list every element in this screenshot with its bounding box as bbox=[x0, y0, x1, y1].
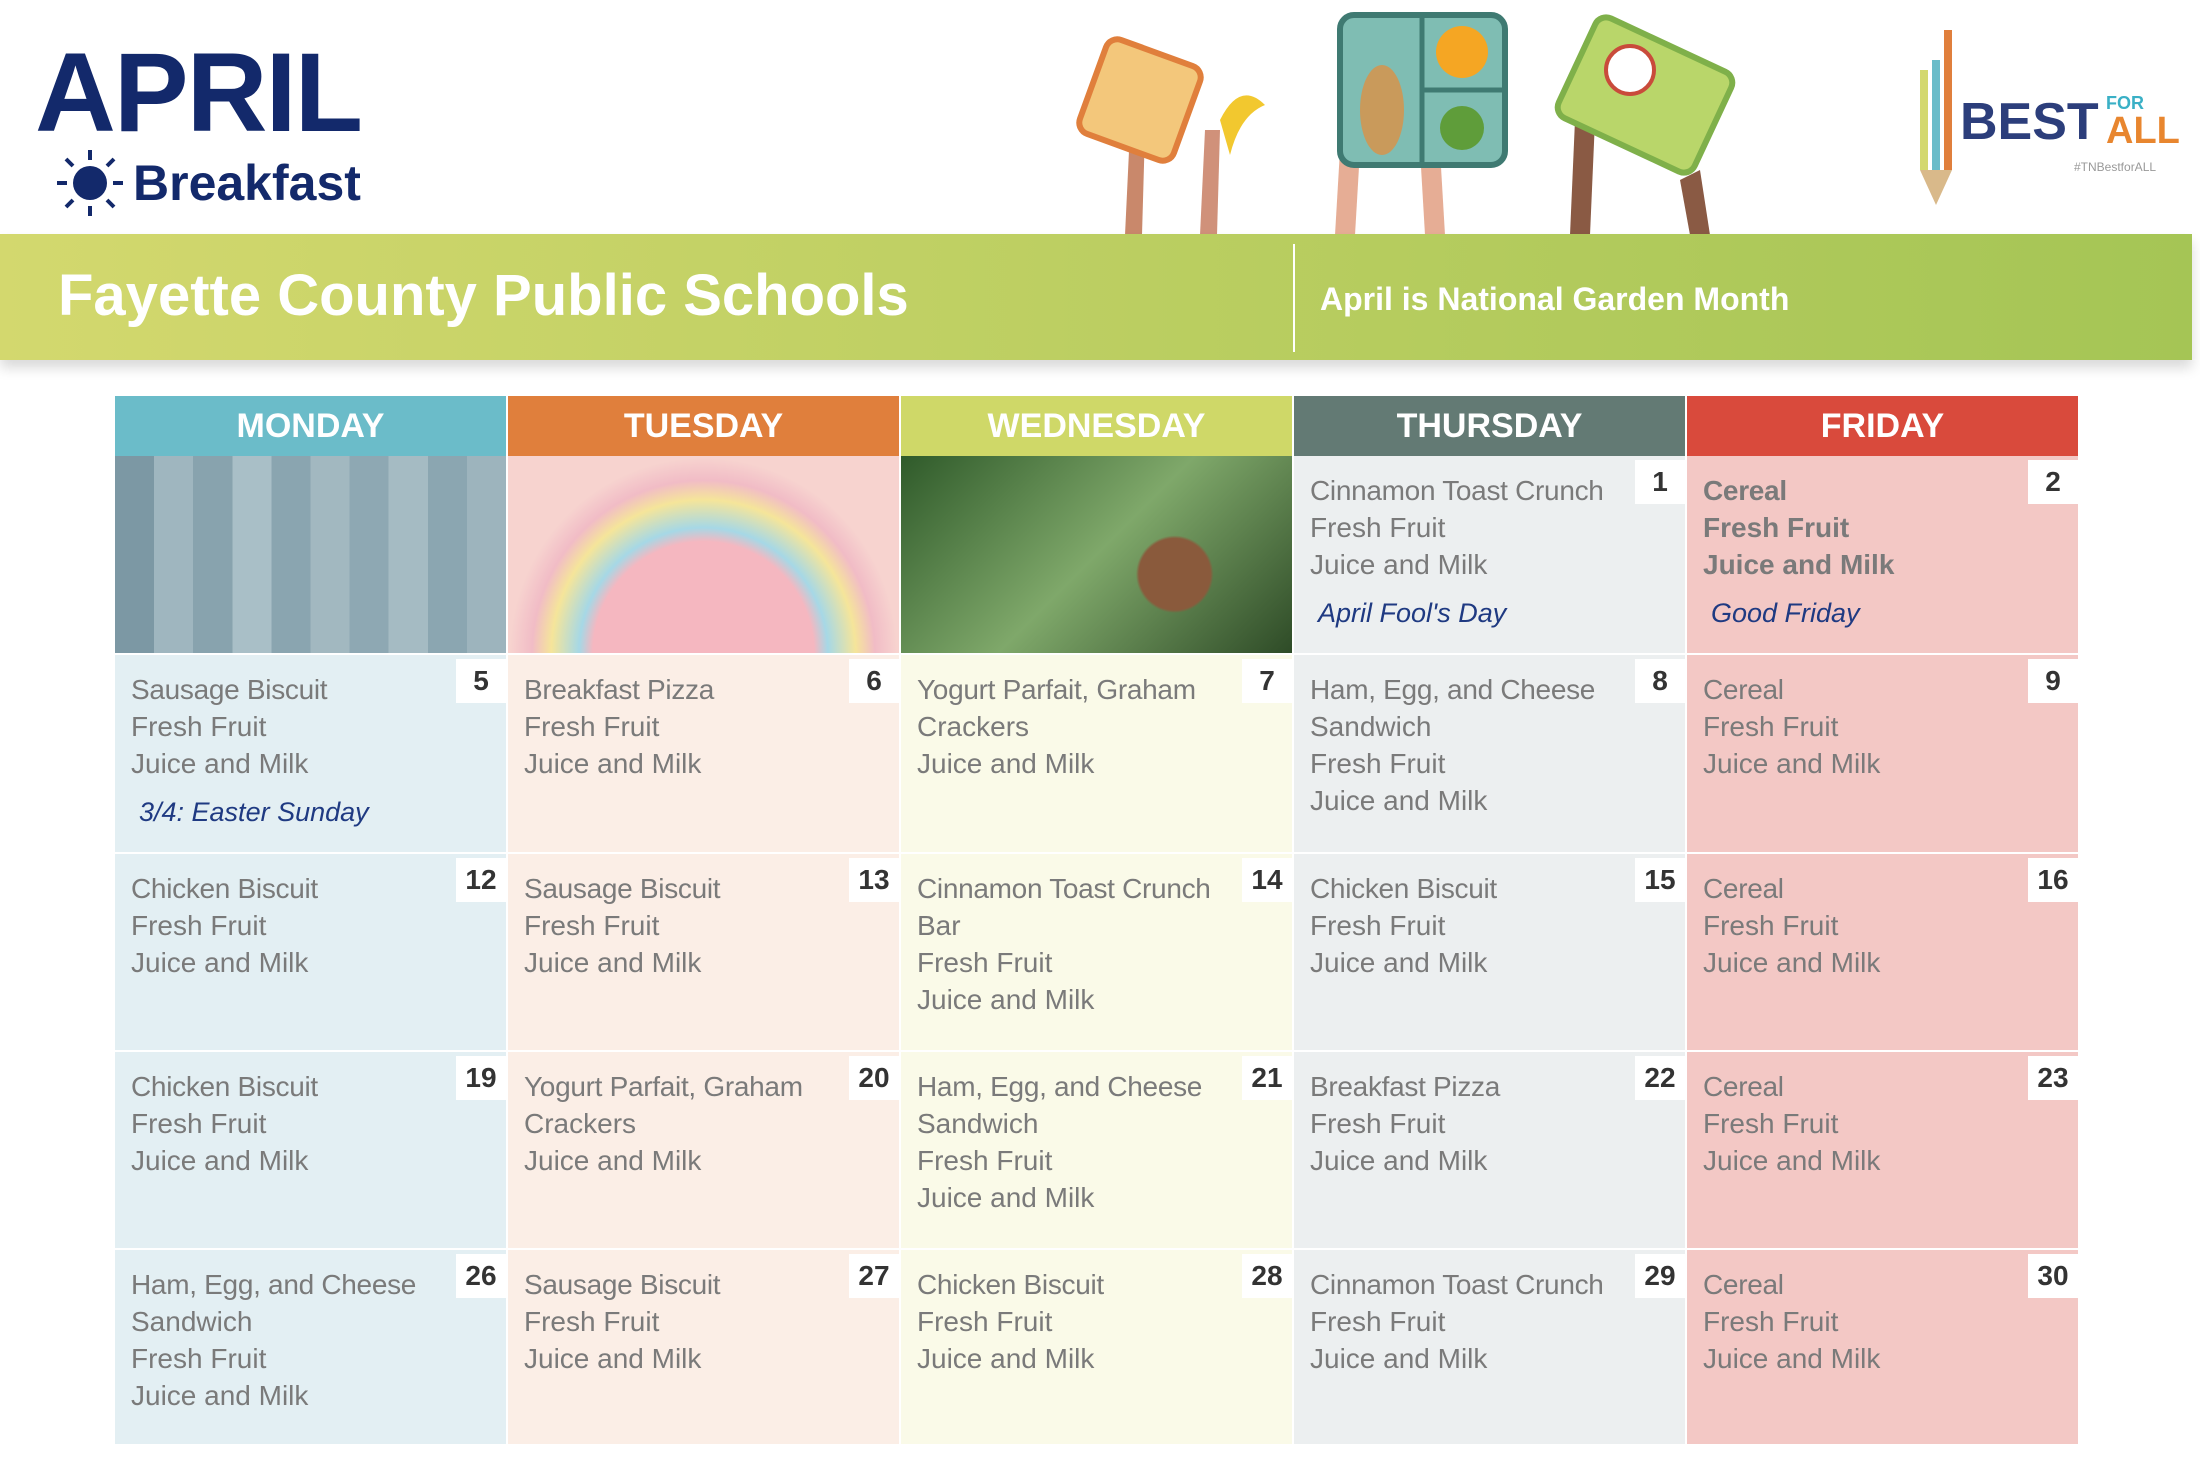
menu-item: Crackers bbox=[524, 1108, 637, 1139]
day-cell bbox=[1687, 655, 2080, 854]
month-title: APRIL bbox=[35, 30, 361, 155]
school-name: Fayette County Public Schools bbox=[58, 263, 909, 328]
menu-item: Juice and Milk bbox=[131, 1380, 309, 1411]
menu-item: Ham, Egg, and Cheese bbox=[917, 1071, 1203, 1102]
day-number: 13 bbox=[849, 858, 899, 902]
day-cell bbox=[901, 854, 1294, 1052]
menu-item: Sandwich bbox=[917, 1108, 1039, 1139]
day-number: 22 bbox=[1635, 1056, 1685, 1100]
day-cell bbox=[1687, 854, 2080, 1052]
menu-item: Fresh Fruit bbox=[524, 910, 660, 941]
menu-item: Juice and Milk bbox=[1703, 1145, 1881, 1176]
day-cell bbox=[1294, 1250, 1687, 1446]
day-number: 14 bbox=[1242, 858, 1292, 902]
lunchbox-hands-illustration bbox=[1070, 10, 1770, 235]
day-cell bbox=[1294, 456, 1687, 655]
menu-item: Juice and Milk bbox=[1310, 1145, 1488, 1176]
menu-item: Fresh Fruit bbox=[1703, 1108, 1839, 1139]
logo-hashtag: #TNBestforALL bbox=[2074, 160, 2157, 174]
menu-item: Ham, Egg, and Cheese bbox=[131, 1269, 417, 1300]
day-number: 12 bbox=[456, 858, 506, 902]
menu-item: Yogurt Parfait, Graham bbox=[917, 674, 1196, 705]
day-header-thursday: THURSDAY bbox=[1294, 396, 1687, 456]
day-header-friday: FRIDAY bbox=[1687, 396, 2080, 456]
day-cell bbox=[1687, 456, 2080, 655]
calendar-grid bbox=[115, 396, 2080, 1446]
best-for-all-logo bbox=[1918, 30, 1958, 190]
logo-best: BEST bbox=[1960, 93, 2099, 151]
day-number: 29 bbox=[1635, 1254, 1685, 1298]
menu-item: Fresh Fruit bbox=[131, 1108, 267, 1139]
day-cell bbox=[1294, 655, 1687, 854]
day-number: 21 bbox=[1242, 1056, 1292, 1100]
menu-item: Juice and Milk bbox=[917, 984, 1095, 1015]
day-cell bbox=[508, 655, 901, 854]
day-number: 9 bbox=[2028, 659, 2078, 703]
menu-item: Fresh Fruit bbox=[1703, 512, 1850, 543]
menu-item: Breakfast Pizza bbox=[1310, 1071, 1501, 1102]
day-cell bbox=[508, 1250, 901, 1446]
menu-item: Fresh Fruit bbox=[917, 947, 1053, 978]
meal-heading bbox=[55, 148, 361, 218]
menu-item: Sausage Biscuit bbox=[524, 873, 721, 904]
menu-item: Juice and Milk bbox=[131, 1145, 309, 1176]
day-number: 5 bbox=[456, 659, 506, 703]
day-cell bbox=[1294, 1052, 1687, 1250]
logo-for: FOR bbox=[2106, 93, 2144, 113]
day-cell bbox=[508, 854, 901, 1052]
easter-bunny-photo bbox=[115, 456, 508, 655]
menu-item: Juice and Milk bbox=[524, 947, 702, 978]
day-number: 20 bbox=[849, 1056, 899, 1100]
menu-item: Fresh Fruit bbox=[1703, 1306, 1839, 1337]
pastel-eggs-photo bbox=[508, 456, 901, 655]
pencil-icon bbox=[1918, 30, 1958, 210]
menu-item: Fresh Fruit bbox=[917, 1306, 1053, 1337]
day-number: 8 bbox=[1635, 659, 1685, 703]
day-cell bbox=[901, 655, 1294, 854]
menu-item: Fresh Fruit bbox=[1310, 512, 1446, 543]
day-cell bbox=[115, 1052, 508, 1250]
menu-item: Sandwich bbox=[1310, 711, 1432, 742]
menu-item: Chicken Biscuit bbox=[1310, 873, 1497, 904]
menu-item: Fresh Fruit bbox=[1310, 1306, 1446, 1337]
menu-item: Juice and Milk bbox=[524, 748, 702, 779]
menu-item: Fresh Fruit bbox=[1703, 910, 1839, 941]
day-number: 23 bbox=[2028, 1056, 2078, 1100]
day-number: 27 bbox=[849, 1254, 899, 1298]
day-number: 26 bbox=[456, 1254, 506, 1298]
day-number: 15 bbox=[1635, 858, 1685, 902]
menu-item: Juice and Milk bbox=[1310, 785, 1488, 816]
menu-item: Juice and Milk bbox=[1703, 1343, 1881, 1374]
menu-item: Cinnamon Toast Crunch bbox=[917, 873, 1211, 904]
menu-item: Juice and Milk bbox=[1310, 1343, 1488, 1374]
day-number: 2 bbox=[2028, 460, 2078, 504]
day-header-monday: MONDAY bbox=[115, 396, 508, 456]
menu-item: Crackers bbox=[917, 711, 1030, 742]
menu-item: Cereal bbox=[1703, 475, 1787, 506]
holiday-note: April Fool's Day bbox=[1318, 598, 1507, 628]
menu-item: Juice and Milk bbox=[131, 947, 309, 978]
child-garden-photo bbox=[901, 456, 1294, 655]
menu-item: Yogurt Parfait, Graham bbox=[524, 1071, 803, 1102]
menu-item: Fresh Fruit bbox=[131, 910, 267, 941]
menu-item: Juice and Milk bbox=[524, 1343, 702, 1374]
meal-label: Breakfast bbox=[133, 155, 361, 211]
menu-item: Juice and Milk bbox=[1703, 748, 1881, 779]
menu-item: Juice and Milk bbox=[917, 1343, 1095, 1374]
menu-item: Fresh Fruit bbox=[1310, 910, 1446, 941]
day-cell bbox=[1687, 1052, 2080, 1250]
day-cell bbox=[901, 1052, 1294, 1250]
day-number: 6 bbox=[849, 659, 899, 703]
menu-item: Breakfast Pizza bbox=[524, 674, 715, 705]
menu-item: Juice and Milk bbox=[917, 748, 1095, 779]
menu-item: Cereal bbox=[1703, 1071, 1784, 1102]
day-number: 19 bbox=[456, 1056, 506, 1100]
day-number: 1 bbox=[1635, 460, 1685, 504]
menu-item: Chicken Biscuit bbox=[131, 873, 318, 904]
day-header-tuesday: TUESDAY bbox=[508, 396, 901, 456]
day-number: 30 bbox=[2028, 1254, 2078, 1298]
menu-item: Cinnamon Toast Crunch bbox=[1310, 1269, 1604, 1300]
menu-item: Fresh Fruit bbox=[1310, 748, 1446, 779]
holiday-note: 3/4: Easter Sunday bbox=[139, 797, 369, 827]
day-cell bbox=[1294, 854, 1687, 1052]
menu-item: Fresh Fruit bbox=[524, 1306, 660, 1337]
menu-item: Juice and Milk bbox=[1310, 947, 1488, 978]
logo-all: ALL bbox=[2106, 110, 2180, 152]
menu-item: Ham, Egg, and Cheese bbox=[1310, 674, 1596, 705]
menu-item: Chicken Biscuit bbox=[917, 1269, 1104, 1300]
day-cell bbox=[115, 854, 508, 1052]
menu-item: Sausage Biscuit bbox=[131, 674, 328, 705]
day-header-wednesday: WEDNESDAY bbox=[901, 396, 1294, 456]
day-number: 16 bbox=[2028, 858, 2078, 902]
day-number: 7 bbox=[1242, 659, 1292, 703]
menu-item: Fresh Fruit bbox=[524, 711, 660, 742]
monthly-theme: April is National Garden Month bbox=[1320, 281, 1790, 317]
menu-item: Sandwich bbox=[131, 1306, 253, 1337]
banner-divider bbox=[1293, 244, 1295, 352]
menu-item: Juice and Milk bbox=[1310, 549, 1488, 580]
menu-item: Bar bbox=[917, 910, 961, 941]
sun-icon bbox=[55, 148, 125, 218]
holiday-note: Good Friday bbox=[1711, 598, 1860, 628]
menu-item: Cereal bbox=[1703, 1269, 1784, 1300]
day-cell bbox=[508, 1052, 901, 1250]
day-cell bbox=[901, 1250, 1294, 1446]
menu-item: Cereal bbox=[1703, 674, 1784, 705]
day-cell bbox=[115, 655, 508, 854]
menu-item: Fresh Fruit bbox=[1703, 711, 1839, 742]
menu-item: Juice and Milk bbox=[131, 748, 309, 779]
menu-item: Fresh Fruit bbox=[131, 711, 267, 742]
menu-item: Fresh Fruit bbox=[1310, 1108, 1446, 1139]
day-number: 28 bbox=[1242, 1254, 1292, 1298]
menu-item: Cinnamon Toast Crunch bbox=[1310, 475, 1604, 506]
day-cell bbox=[1687, 1250, 2080, 1446]
logo-for-all bbox=[2106, 94, 2180, 150]
menu-item: Chicken Biscuit bbox=[131, 1071, 318, 1102]
menu-item: Juice and Milk bbox=[1703, 549, 1895, 580]
menu-item: Sausage Biscuit bbox=[524, 1269, 721, 1300]
menu-item: Juice and Milk bbox=[524, 1145, 702, 1176]
menu-item: Juice and Milk bbox=[917, 1182, 1095, 1213]
menu-item: Juice and Milk bbox=[1703, 947, 1881, 978]
menu-item: Fresh Fruit bbox=[131, 1343, 267, 1374]
menu-item: Cereal bbox=[1703, 873, 1784, 904]
day-cell bbox=[115, 1250, 508, 1446]
menu-item: Fresh Fruit bbox=[917, 1145, 1053, 1176]
